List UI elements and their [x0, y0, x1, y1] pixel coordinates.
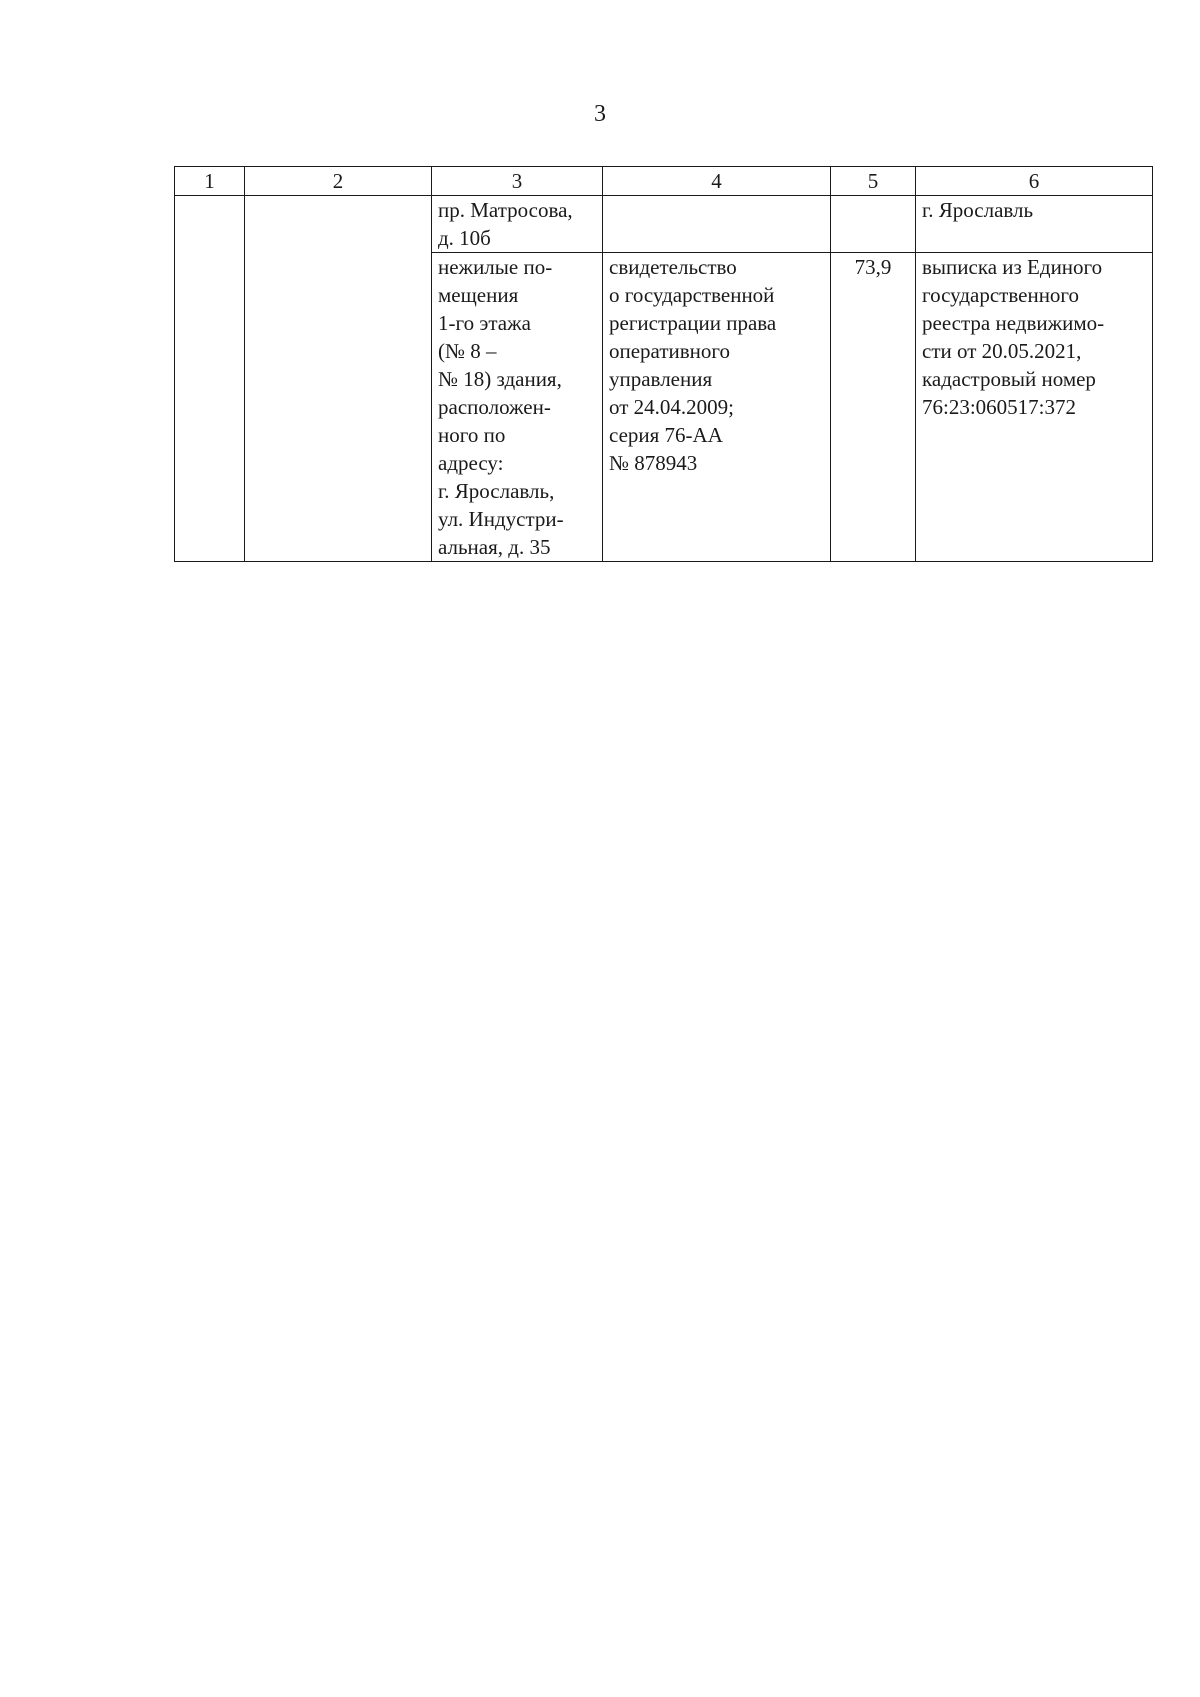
- cell-basis-continued: г. Ярославль: [916, 196, 1153, 253]
- cell-area-empty: [831, 196, 916, 253]
- header-col-6: 6: [916, 167, 1153, 196]
- page-number: 3: [594, 101, 606, 127]
- header-col-5: 5: [831, 167, 916, 196]
- cell-area: 73,9: [831, 253, 916, 562]
- cell-document-empty: [603, 196, 831, 253]
- cell-registration-certificate: свидетельство о государственной регистрации права оперативного управления от 24.04.2009; серия 76-АА № 878943: [603, 253, 831, 562]
- cell-col-2: [245, 196, 432, 562]
- header-col-1: 1: [175, 167, 245, 196]
- header-col-2: 2: [245, 167, 432, 196]
- cell-registry-extract: выписка из Единого государственного реестра недвижимо- сти от 20.05.2021, кадастровый номер 76:23:060517:372: [916, 253, 1153, 562]
- cell-col-1: [175, 196, 245, 562]
- cell-address-continued: пр. Матросова, д. 10б: [432, 196, 603, 253]
- table-header-row: [175, 167, 1153, 196]
- table-row: [175, 196, 1153, 253]
- property-table: [174, 166, 1153, 562]
- header-col-4: 4: [603, 167, 831, 196]
- cell-property-description: нежилые по- мещения 1-го этажа (№ 8 – № 18) здания, расположен- ного по адресу: г. Ярославль, ул. Индустри- альная, д. 35: [432, 253, 603, 562]
- header-col-3: 3: [432, 167, 603, 196]
